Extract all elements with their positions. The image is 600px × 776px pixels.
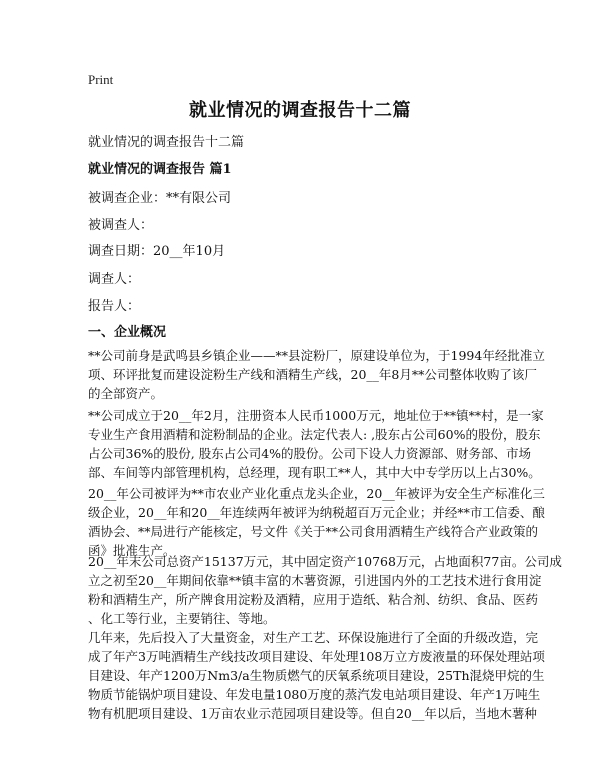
paragraph [88,484,545,560]
paragraph-line: 部、车间等内部管理机构，总经理，现有职工**人，其中大中专学历以上占30%。 [88,465,541,480]
paragraph [88,406,544,482]
document-subtitle: 就业情况的调查报告十二篇 [88,135,245,150]
paragraph-line: 专业生产食用酒精和淀粉制品的企业。法定代表人: ,股东占公司60%的股份，股东 [88,427,541,442]
paragraph-line: 酒协会、**局进行产能核定，号文件《关于**公司食用酒精生产线符合产业政策的 [88,524,539,539]
paragraph [88,628,545,723]
paragraph-line: 立之初至20__年期间依靠**镇丰富的木薯资源，引进国内外的工艺技术进行食用淀 [88,573,542,588]
paragraph-line: 20__年公司被评为**市农业产业化重点龙头企业，20__年被评为安全生产标准化三 [88,486,545,501]
paragraph [88,346,545,403]
paragraph-line: 占公司36%的股份, 股东占公司4%的股份。公司下设人力资源部、财务部、市场 [88,446,532,461]
paragraph [88,552,562,628]
paragraph-line: 几年来，先后投入了大量资金，对生产工艺、环保设施进行了全面的升级改造，完 [88,630,539,645]
field-surveyor: 调查人： [88,272,141,287]
section-heading: 一、企业概况 [88,325,167,340]
document-title: 就业情况的调查报告十二篇 [189,100,411,121]
paragraph-line: **公司成立于20__年2月，注册资本人民币1000万元，地址位于**镇**村，是一家 [88,408,544,423]
paragraph-line: 成了年产3万吨酒精生产线技改项目建设、年处理108万立方废液量的环保处理站项 [88,649,545,664]
field-respondent: 被调查人： [88,218,154,233]
paragraph-line: 级企业，20__年和20__年连续两年被评为纳税超百万元企业；并经**市工信委、酿 [88,505,545,520]
paragraph-line: **公司前身是武鸣县乡镇企业——**县淀粉厂，原建设单位为，于1994年经批准立 [88,348,545,363]
paragraph-line: 项、环评批复而建设淀粉生产线和酒精生产线，20__年8月**公司整体收购了该厂 [88,367,537,382]
print-link[interactable]: Print [88,72,114,87]
paragraph-line: 20__年末公司总资产15137万元，其中固定资产10768万元，占地面积77亩。公司成 [88,554,562,569]
paragraph-line: 物质节能锅炉项目建设、年发电量1080万度的蒸汽发电站项目建设、年产1万吨生 [88,687,541,702]
field-survey-date: 调查日期：20__年10月 [88,244,226,259]
paragraph-line: 目建设、年产1200万Nm3/a生物质燃气的厌氧系统项目建设，25Th混烧甲烷的生 [88,668,545,683]
paragraph-line: 函》批准生产。 [88,543,176,558]
paragraph-line: 的全部资产。 [88,386,164,401]
article-heading: 就业情况的调查报告 篇1 [88,162,232,177]
paragraph-line: 粉和酒精生产，所产牌食用淀粉及酒精，应用于造纸、粘合剂、纺织、食品、医药 [88,592,539,607]
field-company: 被调查企业：**有限公司 [88,191,232,206]
paragraph-line: 物有机肥项目建设、1万亩农业示范园项目建设等。但自20__年以后，当地木薯种 [88,706,537,721]
field-reporter: 报告人： [88,299,141,314]
paragraph-line: 、化工等行业，主要销往、等地。 [88,611,276,626]
